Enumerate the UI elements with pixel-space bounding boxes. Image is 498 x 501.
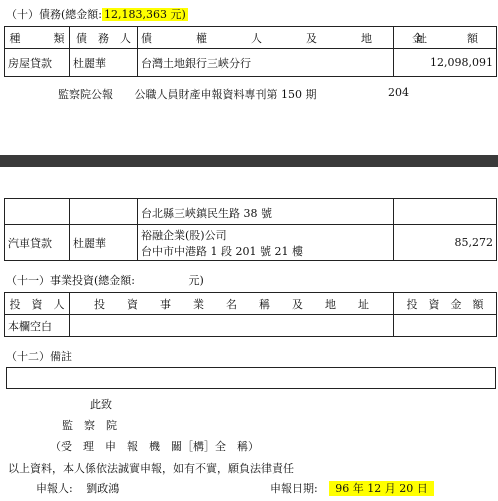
- page-break-gap: [0, 167, 498, 187]
- row-creditor-address: [138, 225, 394, 261]
- declarant: [36, 480, 119, 496]
- bulletin-footer: [58, 86, 418, 102]
- row-amount: [394, 199, 497, 225]
- debt-heading-prefix: （十）債務(總金額:: [6, 8, 102, 21]
- row-creditor: 台北縣三峽鎮民生路 38 號: [138, 199, 394, 225]
- filing-date-label: 申報日期:: [270, 482, 318, 495]
- row-debtor: 杜麗華: [70, 225, 138, 261]
- bulletin-page: 204: [388, 86, 409, 99]
- header-business-address: 投 資 事 業 名 稱 及 地 址: [70, 293, 394, 315]
- declaration-text: 以上資料，本人係依法誠實申報，如有不實，願負法律責任: [8, 462, 294, 475]
- bulletin-publication: 公職人員財產申報資料專刊第 150 期: [134, 88, 317, 101]
- row-creditor: 裕融企業(股)公司: [141, 228, 227, 242]
- header-debtor: 債 務 人: [70, 27, 138, 49]
- investment-table-header-row: [5, 293, 497, 315]
- table-row: [5, 49, 497, 77]
- row-address: 台中市中港路 1 段 201 號 21 樓: [141, 244, 303, 258]
- row-type: 房屋貸款: [5, 49, 70, 77]
- row-debtor: 杜麗華: [70, 49, 138, 77]
- row-amount: 85,272: [394, 225, 497, 261]
- debt-table-top: [4, 26, 497, 77]
- table-row: [5, 225, 497, 261]
- debt-total: 12,183,363 元): [104, 8, 186, 21]
- header-investment-amount: 投 資 金 額: [394, 293, 497, 315]
- debt-table-header-row: [5, 27, 497, 49]
- closing-line-3: （受 理 申 報 機 關［構］全 稱）: [50, 440, 259, 453]
- declarant-label: 申報人:: [36, 482, 73, 495]
- row-investor: 本欄空白: [5, 315, 70, 337]
- table-row: [5, 199, 497, 225]
- row-investment-amount: [394, 315, 497, 337]
- investment-heading-suffix: 元): [188, 274, 204, 287]
- row-type: 汽車貸款: [5, 225, 70, 261]
- header-investor: 投 資 人: [5, 293, 70, 315]
- closing-line-2: 監 察 院: [62, 419, 117, 432]
- investment-heading-prefix: （十一）事業投資(總金額:: [6, 274, 135, 287]
- row-amount: 12,098,091: [394, 49, 497, 77]
- row-type: [5, 199, 70, 225]
- header-type: 種 類: [5, 27, 70, 49]
- row-debtor: [70, 199, 138, 225]
- filing-date-value: 96 年 12 月 20 日: [329, 481, 433, 496]
- remarks-box: [6, 367, 496, 389]
- closing-line-1: 此致: [90, 398, 112, 411]
- debt-table-continued: [4, 198, 497, 261]
- table-row: [5, 315, 497, 337]
- declarant-name: 劉政鴻: [86, 482, 120, 495]
- filing-date: [270, 480, 434, 496]
- investment-table: [4, 292, 497, 337]
- header-creditor-address: 債 權 人 及 地 址: [138, 27, 394, 49]
- remarks-heading: （十二）備註: [6, 350, 72, 363]
- row-business: [70, 315, 394, 337]
- row-creditor: 台灣土地銀行三峽分行: [138, 49, 394, 77]
- page-break-band: [0, 155, 498, 167]
- debt-heading: [6, 6, 188, 22]
- header-amount: 金 額: [394, 27, 497, 49]
- investment-heading: [6, 272, 204, 288]
- bulletin-source: 監察院公報: [58, 88, 113, 101]
